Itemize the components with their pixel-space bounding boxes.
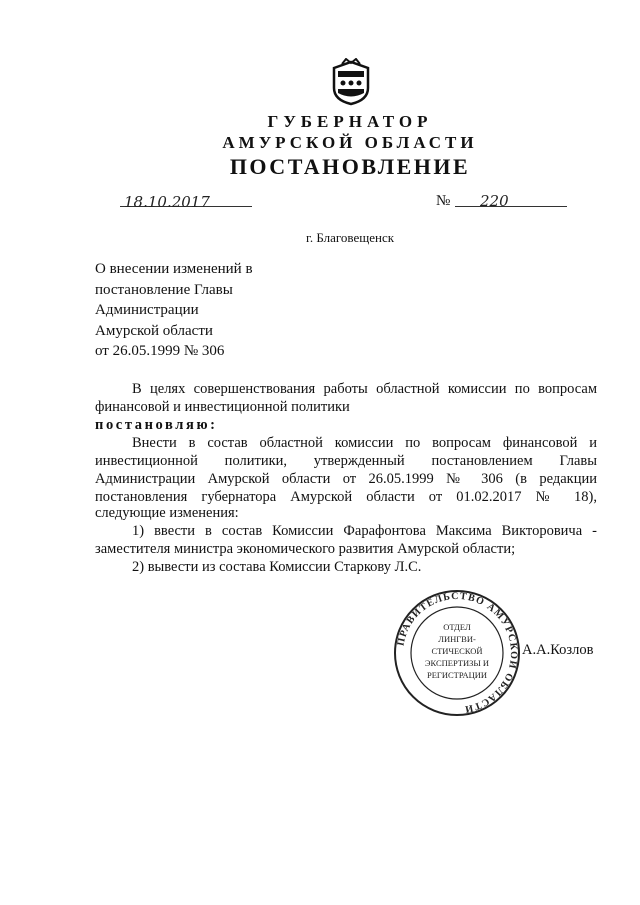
body-line: инвестиционной политики, утвержденный постановлением Главы <box>95 453 597 469</box>
subject-line: от 26.05.1999 № 306 <box>95 343 225 359</box>
number-underline <box>455 206 567 207</box>
stamp-outer-text: ПРАВИТЕЛЬСТВО АМУРСКОЙ ОБЛАСТИ <box>395 590 520 715</box>
preamble-line: В целях совершенствования работы областной комиссии по вопросам <box>132 381 597 397</box>
city-line: г. Благовещенск <box>305 230 395 245</box>
list-item: 2) вывести из состава Комиссии Старкову Л.С. <box>132 559 422 575</box>
decree-word: постановляю: <box>95 417 218 433</box>
official-stamp <box>392 588 522 718</box>
body-line: постановления губернатора Амурской области от 01.02.2017 № 18), <box>95 489 597 505</box>
document-type-title: ПОСТАНОВЛЕНИЕ <box>229 154 471 179</box>
stamp-line: РЕГИСТРАЦИИ <box>426 670 488 680</box>
number-sign: № <box>436 193 451 209</box>
signer-name: А.А.Козлов <box>522 642 594 658</box>
header-region: АМУРСКОЙ ОБЛАСТИ <box>222 133 478 152</box>
stamp-line: ОТДЕЛ <box>443 622 471 632</box>
subject-line: О внесении изменений в <box>95 261 253 277</box>
preamble-line: финансовой и инвестиционной политики <box>95 399 350 415</box>
handwritten-date: 18.10.2017 <box>124 193 210 211</box>
body-line: следующие изменения: <box>95 505 239 521</box>
stamp-line: ЭКСПЕРТИЗЫ И <box>424 658 490 668</box>
stamp-line: СТИЧЕСКОЙ <box>431 646 483 656</box>
subject-line: постановление Главы <box>95 281 233 298</box>
list-item: заместителя министра экономического развития Амурской области; <box>95 541 516 557</box>
body-line: Администрации Амурской области от 26.05.1999 № 306 (в редакции <box>95 471 597 487</box>
document-subject <box>95 259 335 362</box>
subject-line: Амурской области <box>95 322 213 339</box>
body-line: Внести в состав областной комиссии по вопросам финансовой и <box>132 435 597 451</box>
stamp-line: ЛИНГВИ- <box>438 634 476 644</box>
subject-line: Администрации <box>95 302 199 318</box>
handwritten-number: 220 <box>480 192 509 210</box>
header-governor: ГУБЕРНАТОР <box>267 112 433 131</box>
list-item: 1) ввести в состав Комиссии Фарафонтова Максима Викторовича - <box>132 523 597 539</box>
coat-of-arms-emblem <box>330 58 372 106</box>
